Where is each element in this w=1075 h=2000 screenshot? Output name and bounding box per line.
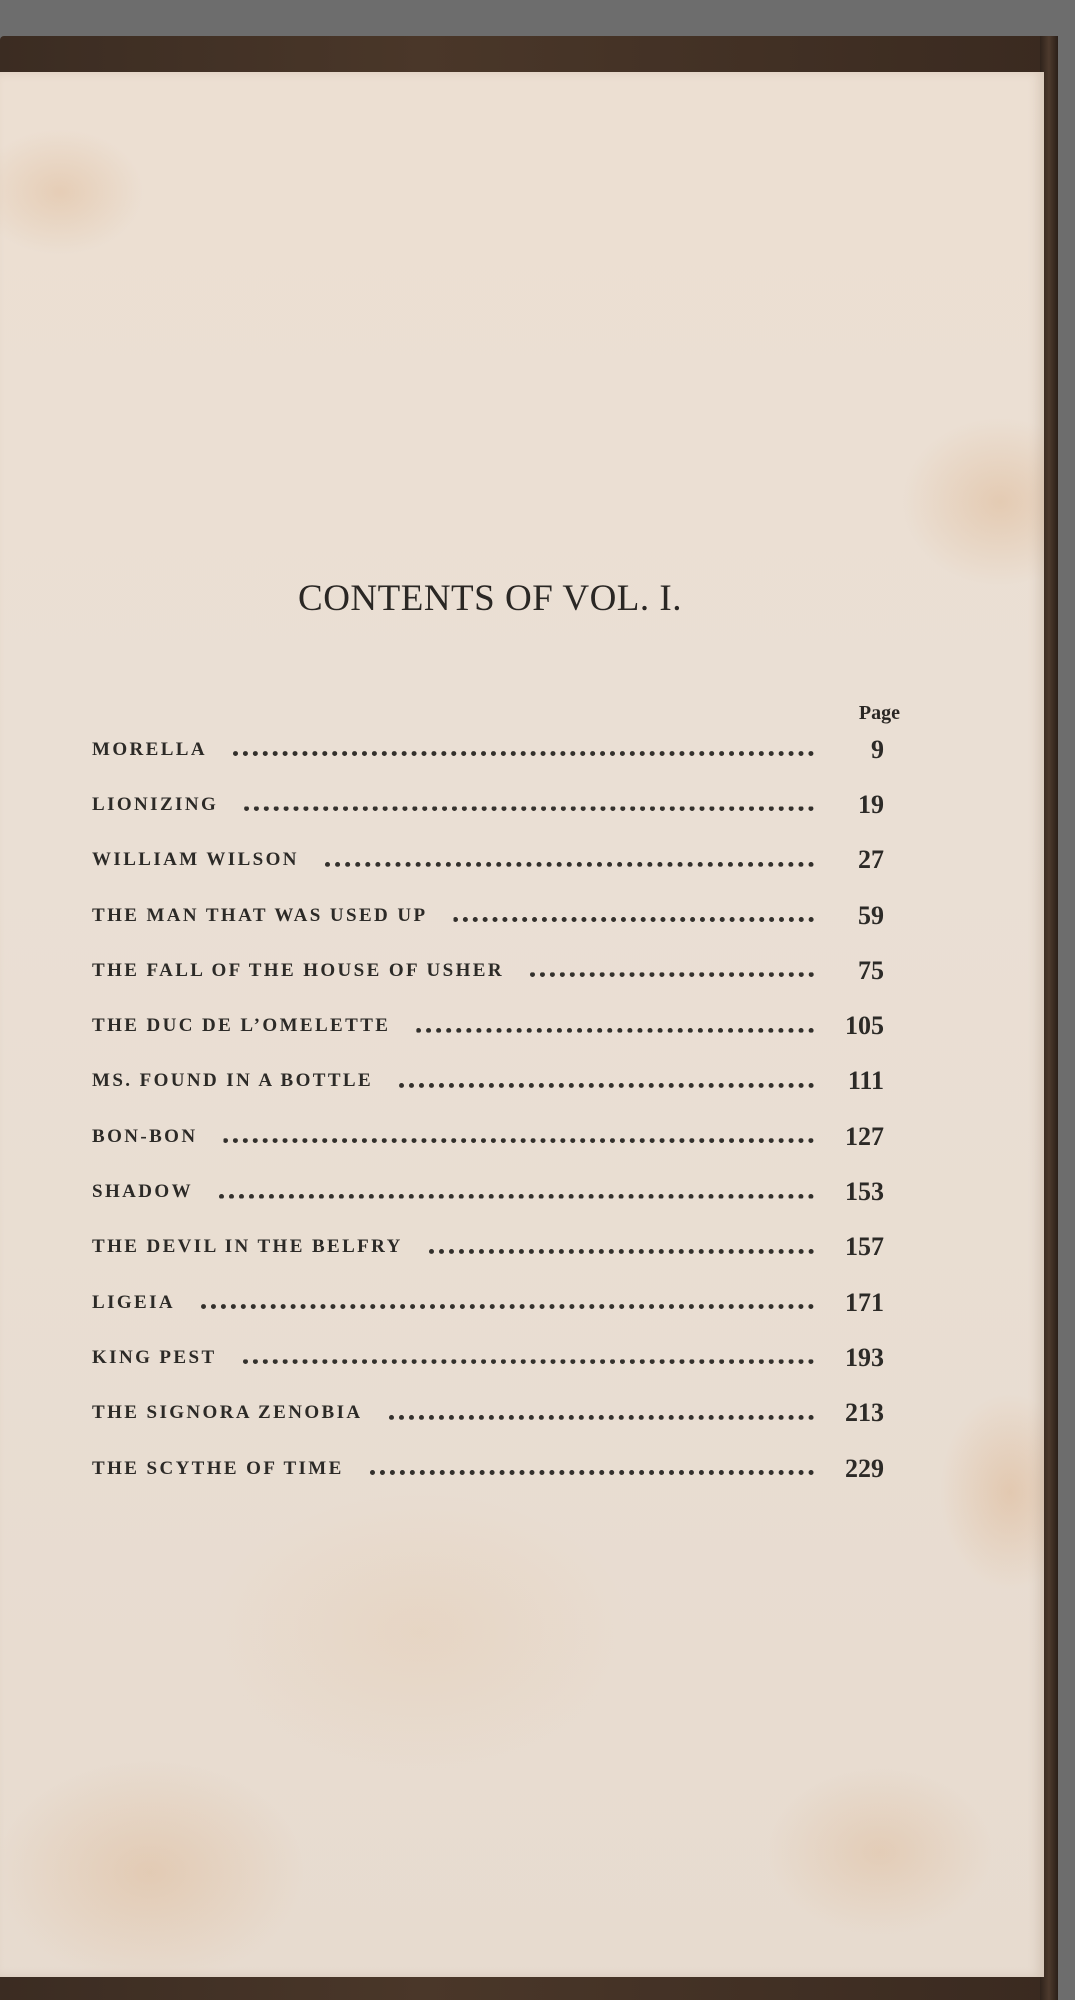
toc-entry-title: SHADOW [92,1181,193,1203]
toc-entry-title: THE SCYTHE OF TIME [92,1457,344,1479]
dot-leader [244,806,814,811]
toc-entry-title: MORELLA [92,738,207,760]
toc-entry-title: THE MAN THAT WAS USED UP [92,904,428,926]
toc-entry-page: 193 [845,1342,884,1372]
toc-entry [92,1386,884,1441]
toc-entry-page: 229 [845,1453,884,1483]
table-of-contents [92,722,884,1496]
toc-entry [92,888,884,943]
toc-entry-title: THE DEVIL IN THE BELFRY [92,1236,403,1258]
toc-entry-title: KING PEST [92,1346,217,1368]
dot-leader [201,1304,814,1309]
page-column-heading: Page [858,702,900,724]
toc-entry [92,1164,884,1219]
toc-entry [92,1054,884,1109]
toc-entry [92,777,884,832]
toc-entry-title: WILLIAM WILSON [92,849,299,871]
dot-leader [370,1470,814,1475]
toc-entry-page: 153 [845,1177,884,1207]
toc-entry [92,943,884,998]
dot-leader [416,1028,814,1033]
dot-leader [429,1249,814,1254]
toc-entry [92,833,884,888]
toc-entry-page: 9 [871,734,884,764]
toc-entry [92,1275,884,1330]
toc-entry-page: 27 [858,845,884,875]
toc-entry-title: THE SIGNORA ZENOBIA [92,1402,363,1424]
dot-leader [453,917,814,922]
toc-entry-title: LIGEIA [92,1291,176,1313]
toc-entry [92,998,884,1053]
dot-leader [389,1415,815,1420]
toc-entry [92,1330,884,1385]
toc-entry-page: 127 [845,1121,884,1151]
toc-entry-title: THE DUC DE L’OMELETTE [92,1015,391,1037]
toc-entry-title: MS. FOUND IN A BOTTLE [92,1070,374,1092]
dot-leader [219,1194,814,1199]
dot-leader [325,862,814,867]
toc-entry-title: BON-BON [92,1125,198,1147]
toc-entry-page: 171 [845,1287,884,1317]
toc-entry [92,722,884,777]
toc-entry-page: 111 [847,1066,884,1096]
dot-leader [233,751,814,756]
toc-entry-page: 75 [858,955,884,985]
toc-entry-page: 59 [858,900,884,930]
dot-leader [243,1359,814,1364]
toc-entry [92,1109,884,1164]
dot-leader [399,1083,814,1088]
toc-entry [92,1220,884,1275]
toc-entry-page: 105 [845,1011,884,1041]
toc-entry-page: 213 [845,1398,884,1428]
toc-entry [92,1441,884,1496]
dot-leader [223,1138,814,1143]
toc-entry-title: LIONIZING [92,793,219,815]
toc-entry-page: 19 [858,789,884,819]
toc-entry-page: 157 [845,1232,884,1262]
dot-leader [530,972,814,977]
toc-entry-title: THE FALL OF THE HOUSE OF USHER [92,959,504,981]
book-page [0,72,1044,1977]
page-title: CONTENTS OF VOL. I. [298,578,682,619]
